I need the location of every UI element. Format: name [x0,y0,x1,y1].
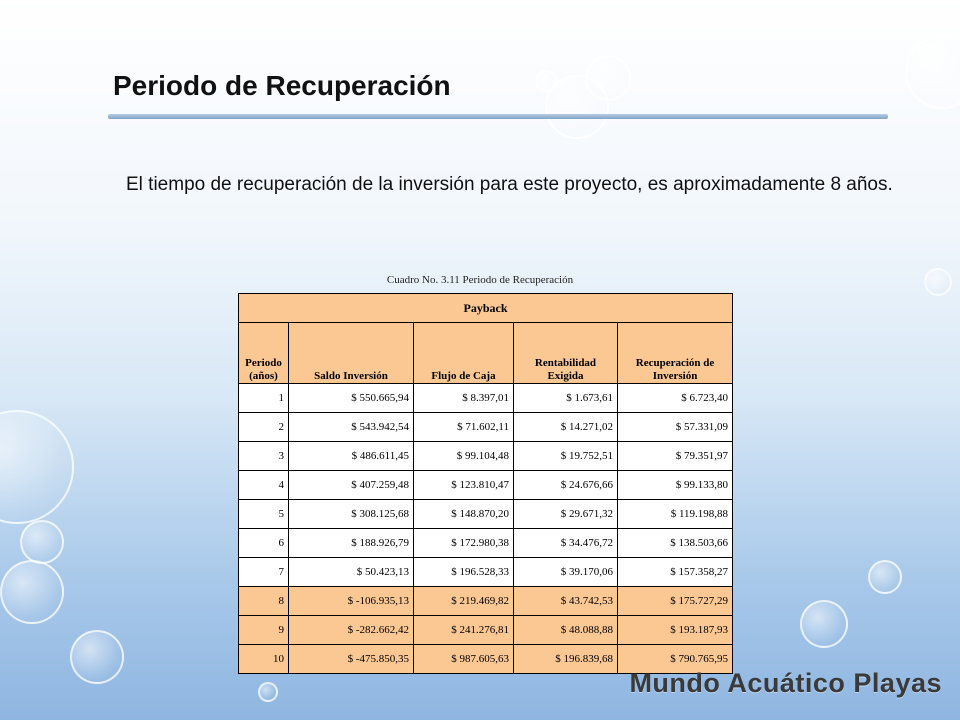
column-header: Flujo de Caja [414,323,514,384]
table-cell: $ 123.810,47 [414,471,514,500]
table-cell: $ 308.125,68 [289,500,414,529]
table-cell: $ 24.676,66 [514,471,618,500]
bubble-decoration [258,682,278,702]
table-cell: $ 486.611,45 [289,442,414,471]
bubble-decoration [70,630,124,684]
payback-table [238,293,733,674]
table-cell: $ 1.673,61 [514,384,618,413]
table-cell: 7 [239,558,289,587]
table-row [239,384,733,413]
table-cell: $ 148.870,20 [414,500,514,529]
table-cell: $ 39.170,06 [514,558,618,587]
table-cell: $ 219.469,82 [414,587,514,616]
bubble-decoration [585,55,631,101]
table-cell: $ 8.397,01 [414,384,514,413]
table-cell: $ 99.104,48 [414,442,514,471]
table-cell: 10 [239,645,289,674]
table-cell: $ 119.198,88 [618,500,733,529]
table-cell: $ 157.358,27 [618,558,733,587]
table-cell: 5 [239,500,289,529]
slide-body-text: El tiempo de recuperación de la inversión para este proyecto, es aproximadamente 8 años. [126,174,893,195]
table-row [239,558,733,587]
column-header: Rentabilidad Exigida [514,323,618,384]
bubble-decoration [905,35,960,109]
bubble-decoration [0,410,74,524]
bubble-decoration [20,520,64,564]
column-header: Periodo (años) [239,323,289,384]
table-cell: $ 987.605,63 [414,645,514,674]
table-cell: $ 188.926,79 [289,529,414,558]
bubble-decoration [800,600,848,648]
table-cell: $ 196.839,68 [514,645,618,674]
bubble-decoration [535,70,557,92]
table-cell: 2 [239,413,289,442]
table-row-highlighted [239,616,733,645]
table-row [239,471,733,500]
table-row [239,529,733,558]
table-row [239,442,733,471]
table-cell: $ 543.942,54 [289,413,414,442]
table-cell: $ 241.276,81 [414,616,514,645]
column-header: Saldo Inversión [289,323,414,384]
table-header-payback: Payback [239,294,733,323]
bubble-decoration [868,560,902,594]
table-cell: $ 57.331,09 [618,413,733,442]
table-cell: 8 [239,587,289,616]
table-cell: $ 43.742,53 [514,587,618,616]
bubble-decoration [0,560,64,624]
title-underline [108,114,888,119]
table-cell: 6 [239,529,289,558]
table-cell: $ 175.727,29 [618,587,733,616]
table-cell: 3 [239,442,289,471]
table-cell: $ 6.723,40 [618,384,733,413]
column-header: Recuperación de Inversión [618,323,733,384]
table-row [239,500,733,529]
table-cell: $ 172.980,38 [414,529,514,558]
table-cell: $ 407.259,48 [289,471,414,500]
table-cell: $ 19.752,51 [514,442,618,471]
table-cell: $ 79.351,97 [618,442,733,471]
table-cell-negative: $ -282.662,42 [289,616,414,645]
table-cell: $ 196.528,33 [414,558,514,587]
table-cell: 9 [239,616,289,645]
table-row [239,413,733,442]
table-cell: $ 99.133,80 [618,471,733,500]
table-cell: $ 790.765,95 [618,645,733,674]
table-cell: $ 48.088,88 [514,616,618,645]
table-cell: $ 14.271,02 [514,413,618,442]
table-cell: $ 34.476,72 [514,529,618,558]
table-cell: $ 50.423,13 [289,558,414,587]
slide-title: Periodo de Recuperación [113,70,451,101]
table-cell-negative: $ -106.935,13 [289,587,414,616]
table-cell: $ 193.187,93 [618,616,733,645]
table-cell-negative: $ -475.850,35 [289,645,414,674]
table-cell: $ 138.503,66 [618,529,733,558]
table-row-highlighted [239,587,733,616]
brand-logo-text: Mundo Acuático Playas [629,668,942,698]
table-cell: $ 29.671,32 [514,500,618,529]
table-cell: 1 [239,384,289,413]
table-cell: 4 [239,471,289,500]
table-cell: $ 550.665,94 [289,384,414,413]
table-caption: Cuadro No. 3.11 Periodo de Recuperación [386,274,574,286]
table-cell: $ 71.602,11 [414,413,514,442]
